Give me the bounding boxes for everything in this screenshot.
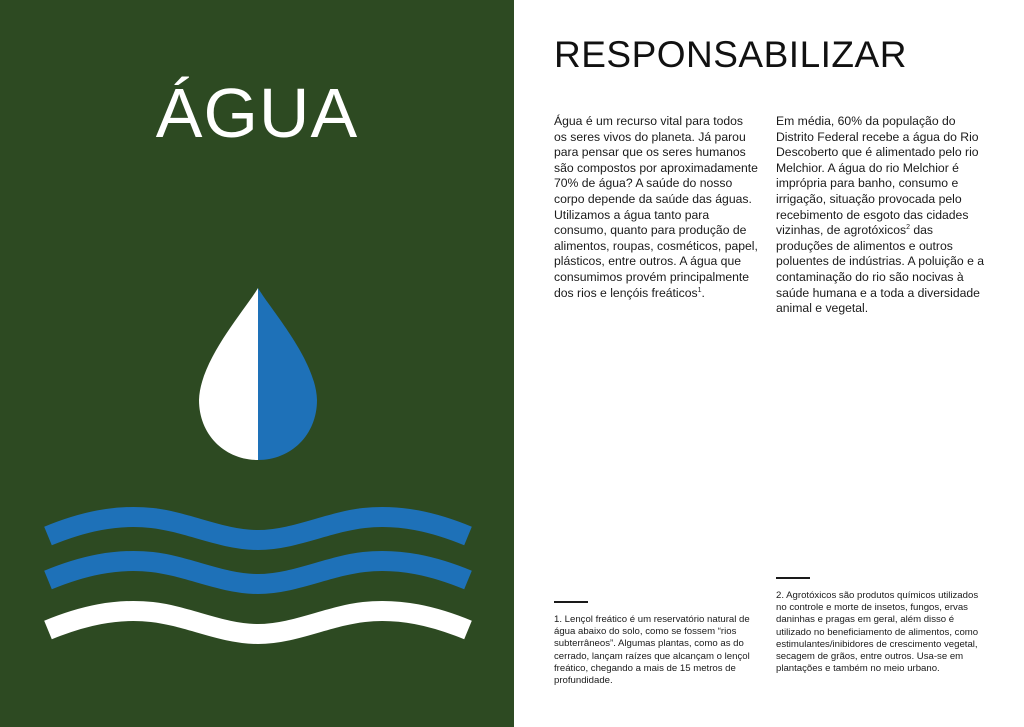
footnote-ref-2: 2: [906, 224, 910, 232]
body-column-2: [776, 114, 988, 317]
footnote-1: 1. Lençol freático é um reservatório natural de água abaixo do solo, como se fossem “rios subterrâneos”. Algumas plantas, como as do cerrado, lançam raízes que alcançam o lençol freático, chegando a mais de 15 metros de profundidade.: [554, 614, 750, 687]
footnote-2-rule: [776, 577, 810, 579]
right-page: [514, 0, 1024, 727]
body-column-1-end: .: [701, 285, 705, 300]
footnote-1-rule: [554, 601, 588, 603]
body-column-2-text-b: das produções de alimentos e outros poluentes de indústrias. A poluição e a contaminação do rio são nocivas à saúde humana e a toda a diversidade animal e vegetal.: [776, 223, 985, 316]
footnote-ref-1: 1: [697, 286, 702, 294]
section-heading: RESPONSABILIZAR: [554, 34, 907, 75]
body-column-1-text: Água é um recurso vital para todos os seres vivos do planeta. Já parou para pensar que os seres humanos são compostos por aproximadamente 70% de água? A saúde do nosso corpo depende da saúde das águas. Utilizamos a água tanto para consumo, quanto para produção de alimentos, roupas, cosméticos, papel, plásticos, entre outros. A água que consumimos provém principalmente dos rios e lençóis freáticos: [554, 114, 758, 300]
body-column-2-text-a: Em média, 60% da população do Distrito Federal recebe a água do Rio Descoberto que é alimentado pelo rio Melchior. A água do rio Melchior é imprópria para banho, consumo e irrigação, situação provocada pelo recebimento de esgoto das cidades vizinhas, de agrotóxicos: [776, 114, 979, 238]
body-column-1: [554, 114, 759, 301]
page-title: ÁGUA: [155, 74, 359, 152]
footnote-2: 2. Agrotóxicos são produtos químicos utilizados no controle e morte de insetos, fungos, ervas daninhas e pragas em geral, além disso é utilizado no beneficiamento de alimentos, como estimulantes/inibidores de crescimento vegetal, secagem de grãos, entre outros. Usa-se em plantações e também no meio urbano.: [776, 590, 979, 675]
